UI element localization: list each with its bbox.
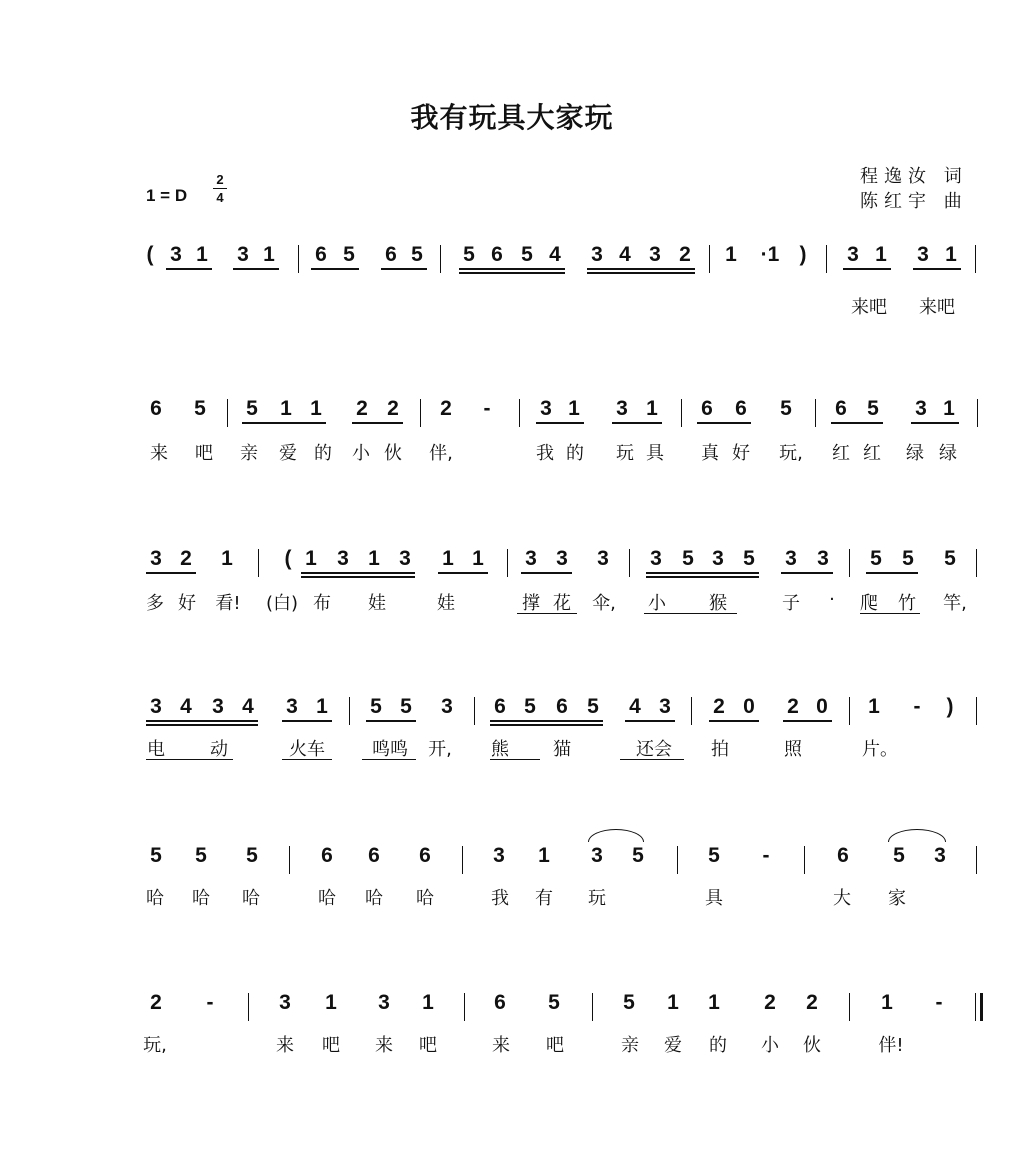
note: 6	[494, 695, 506, 718]
note: 6	[837, 844, 849, 867]
beam-underline	[911, 422, 959, 424]
lyric: 爱	[279, 443, 297, 464]
notation-row-4	[0, 695, 1024, 729]
barline	[976, 697, 977, 725]
lyric: 猫	[553, 739, 571, 760]
lyric: 小	[648, 593, 666, 614]
lyric: 我	[536, 443, 554, 464]
note: 5	[780, 397, 792, 420]
lyric: 伙	[803, 1035, 821, 1056]
note: 4	[629, 695, 641, 718]
lyric: 还会	[636, 739, 672, 760]
lyric: 照	[784, 739, 802, 760]
beam-underline	[521, 572, 572, 574]
note: 5	[682, 547, 694, 570]
meter-top: 2	[216, 172, 224, 187]
lyric: 娃	[437, 593, 455, 614]
note: 3	[847, 243, 859, 266]
beam-underline	[587, 272, 695, 274]
note: 6	[491, 243, 503, 266]
note: 4	[180, 695, 192, 718]
note: 5	[463, 243, 475, 266]
note: 3	[493, 844, 505, 867]
beam-underline	[166, 268, 212, 270]
beam-underline	[146, 724, 258, 726]
note: 1	[725, 243, 737, 266]
final-barline	[975, 993, 983, 1021]
beam-underline	[233, 268, 279, 270]
lyric: 亲	[621, 1035, 639, 1056]
notation-row-3	[0, 547, 1024, 581]
lyric: 玩,	[143, 1035, 167, 1056]
lyric: 玩,	[779, 443, 803, 464]
lyric: 来	[492, 1035, 510, 1056]
note: -	[935, 991, 943, 1014]
beam-underline	[625, 720, 675, 722]
barline	[849, 549, 850, 577]
barline	[298, 245, 299, 273]
beam-underline	[697, 422, 751, 424]
lyric: 我	[491, 888, 509, 909]
note: 3	[150, 695, 162, 718]
note: 6	[494, 991, 506, 1014]
beam-underline	[459, 268, 565, 270]
lyric: 子	[782, 593, 800, 614]
note: 5	[343, 243, 355, 266]
note: 4	[242, 695, 254, 718]
lyric: 具	[646, 443, 664, 464]
note: 1	[568, 397, 580, 420]
lyric: 来吧	[851, 297, 887, 318]
note: 5	[632, 844, 644, 867]
lyric: 火车	[289, 739, 325, 760]
lyric: 吧	[546, 1035, 564, 1056]
lyric: 大	[833, 888, 851, 909]
note: 5	[194, 397, 206, 420]
lyric: 电	[147, 739, 165, 760]
lyric-underline	[490, 759, 540, 760]
lyric: 哈	[416, 888, 434, 909]
note: -	[206, 991, 214, 1014]
lyric: 吧	[322, 1035, 340, 1056]
barline	[826, 245, 827, 273]
lyric: 哈	[192, 888, 210, 909]
beam-underline	[146, 720, 258, 722]
note: 3	[817, 547, 829, 570]
note: 6	[385, 243, 397, 266]
lyric: (白)	[265, 593, 299, 614]
lyric-underline	[146, 759, 233, 760]
song-title: 我有玩具大家玩	[410, 101, 614, 134]
beam-underline	[536, 422, 584, 424]
barline	[691, 697, 692, 725]
note: 5	[246, 397, 258, 420]
beam-underline	[913, 268, 961, 270]
note: 3	[150, 547, 162, 570]
barline	[804, 846, 805, 874]
note: 3	[237, 243, 249, 266]
beam-underline	[866, 572, 918, 574]
lyric: 哈	[318, 888, 336, 909]
note: 2	[387, 397, 399, 420]
lyric: 哈	[242, 888, 260, 909]
beam-underline	[438, 572, 488, 574]
note: 5	[548, 991, 560, 1014]
beam-underline	[490, 724, 603, 726]
beam-underline	[646, 572, 759, 574]
lyric: 哈	[365, 888, 383, 909]
lyric: 布	[313, 593, 331, 614]
barline	[677, 846, 678, 874]
note: 2	[806, 991, 818, 1014]
beam-underline	[242, 422, 326, 424]
note: ·1	[760, 243, 780, 266]
lyric: 拍	[711, 739, 729, 760]
note: 3	[650, 547, 662, 570]
note: 1	[325, 991, 337, 1014]
note: 3	[441, 695, 453, 718]
note: 5	[587, 695, 599, 718]
note: 3	[525, 547, 537, 570]
note: 1	[422, 991, 434, 1014]
lyric: 开,	[428, 739, 452, 760]
note: 3	[712, 547, 724, 570]
note: 5	[893, 844, 905, 867]
lyric-underline	[282, 759, 332, 760]
note: -	[483, 397, 491, 420]
notation-row-5	[0, 844, 1024, 878]
note: 3	[170, 243, 182, 266]
barline	[420, 399, 421, 427]
note: 6	[419, 844, 431, 867]
note: 3	[591, 844, 603, 867]
lyric: 来	[150, 443, 168, 464]
lyric: 好	[732, 443, 750, 464]
note: 4	[619, 243, 631, 266]
note: (	[146, 243, 154, 266]
note: 3	[212, 695, 224, 718]
barline	[462, 846, 463, 874]
note: 0	[816, 695, 828, 718]
note: 2	[787, 695, 799, 718]
note: 1	[943, 397, 955, 420]
note: 1	[472, 547, 484, 570]
barline	[975, 245, 976, 273]
note: 3	[279, 991, 291, 1014]
note: 3	[659, 695, 671, 718]
note: 6	[835, 397, 847, 420]
note: 5	[521, 243, 533, 266]
lyric: 花	[553, 593, 571, 614]
slur	[888, 829, 946, 842]
lyric-underline	[620, 759, 684, 760]
beam-underline	[709, 720, 759, 722]
note: 1	[263, 243, 275, 266]
lyric: 爱	[664, 1035, 682, 1056]
note: 5	[944, 547, 956, 570]
note: 5	[411, 243, 423, 266]
note: 6	[315, 243, 327, 266]
barline	[709, 245, 710, 273]
lyric: ·	[829, 589, 835, 610]
lyric: 来	[276, 1035, 294, 1056]
note: 6	[368, 844, 380, 867]
lyric: 来吧	[919, 297, 955, 318]
note: 3	[378, 991, 390, 1014]
note: 1	[945, 243, 957, 266]
barline	[977, 399, 978, 427]
lyric: 真	[701, 443, 719, 464]
note: 5	[708, 844, 720, 867]
note: 1	[875, 243, 887, 266]
note: 1	[868, 695, 880, 718]
barline	[349, 697, 350, 725]
barline	[507, 549, 508, 577]
key-signature: 1 = D	[146, 186, 188, 205]
barline	[464, 993, 465, 1021]
lyric: 竹	[898, 593, 916, 614]
note: 2	[440, 397, 452, 420]
beam-underline	[352, 422, 403, 424]
lyric: 来	[375, 1035, 393, 1056]
beam-underline	[612, 422, 662, 424]
barline	[248, 993, 249, 1021]
note: 1	[196, 243, 208, 266]
beam-underline	[146, 572, 196, 574]
note: 6	[556, 695, 568, 718]
barline	[815, 399, 816, 427]
note: 1	[305, 547, 317, 570]
note: 3	[616, 397, 628, 420]
note: 5	[524, 695, 536, 718]
note: )	[946, 695, 954, 718]
lyric: 撑	[522, 593, 540, 614]
note: 1	[316, 695, 328, 718]
note: 3	[540, 397, 552, 420]
lyric: 家	[888, 888, 906, 909]
barline	[592, 993, 593, 1021]
barline	[681, 399, 682, 427]
lyric: 伙	[384, 443, 402, 464]
lyricist-credit: 程逸汝 词	[860, 166, 968, 187]
note: 5	[246, 844, 258, 867]
beam-underline	[459, 272, 565, 274]
lyric: 动	[210, 739, 228, 760]
beam-underline	[587, 268, 695, 270]
barline	[976, 549, 977, 577]
barline	[976, 846, 977, 874]
note: 3	[399, 547, 411, 570]
lyric: 玩	[588, 888, 606, 909]
note: -	[762, 844, 770, 867]
note: 2	[356, 397, 368, 420]
notation-row-6	[0, 991, 1024, 1025]
lyric: 的	[709, 1035, 727, 1056]
note: 1	[667, 991, 679, 1014]
lyric-underline	[644, 613, 737, 614]
lyric-underline	[362, 759, 416, 760]
note: 3	[591, 243, 603, 266]
note: -	[913, 695, 921, 718]
note: 1	[881, 991, 893, 1014]
barline	[849, 993, 850, 1021]
note: 3	[917, 243, 929, 266]
lyric: 片。	[862, 739, 898, 760]
lyric: 竿,	[943, 593, 967, 614]
barline	[289, 846, 290, 874]
lyric: 红	[863, 443, 881, 464]
beam-underline	[282, 720, 332, 722]
note: 5	[195, 844, 207, 867]
beam-underline	[783, 720, 832, 722]
note: 2	[713, 695, 725, 718]
lyric: 小	[761, 1035, 779, 1056]
lyric: 的	[566, 443, 584, 464]
note: 1	[646, 397, 658, 420]
lyric: 吧	[419, 1035, 437, 1056]
barline	[440, 245, 441, 273]
notation-row-1	[0, 243, 1024, 277]
lyric-underline	[860, 613, 920, 614]
lyric: 有	[535, 888, 553, 909]
note: 3	[915, 397, 927, 420]
note: 3	[934, 844, 946, 867]
lyric: 爬	[860, 593, 878, 614]
note: (	[284, 547, 292, 570]
beam-underline	[490, 720, 603, 722]
barline	[227, 399, 228, 427]
note: 1	[708, 991, 720, 1014]
lyric: 哈	[146, 888, 164, 909]
note: 6	[150, 397, 162, 420]
barline	[519, 399, 520, 427]
note: 1	[368, 547, 380, 570]
lyric: 伴,	[429, 443, 453, 464]
note: 3	[597, 547, 609, 570]
note: 6	[701, 397, 713, 420]
note: 5	[743, 547, 755, 570]
slur	[588, 829, 644, 842]
note: 5	[902, 547, 914, 570]
lyric: 具	[705, 888, 723, 909]
lyric: 小	[352, 443, 370, 464]
beam-underline	[831, 422, 883, 424]
note: 3	[337, 547, 349, 570]
lyric: 娃	[368, 593, 386, 614]
lyric: 的	[314, 443, 332, 464]
beam-underline	[381, 268, 427, 270]
note: 4	[549, 243, 561, 266]
lyric: 鸣鸣	[372, 739, 408, 760]
note: 5	[370, 695, 382, 718]
note: 6	[735, 397, 747, 420]
beam-underline	[311, 268, 359, 270]
beam-underline	[646, 576, 759, 578]
lyric: 亲	[240, 443, 258, 464]
lyric: 看!	[215, 593, 241, 614]
lyric-underline	[517, 613, 577, 614]
composer-credit: 陈红宇 曲	[860, 191, 968, 212]
note: 5	[870, 547, 882, 570]
beam-underline	[301, 576, 415, 578]
beam-underline	[843, 268, 891, 270]
lyric: 熊	[491, 739, 509, 760]
lyric: 伞,	[592, 593, 616, 614]
beam-underline	[781, 572, 833, 574]
note: 1	[221, 547, 233, 570]
barline	[474, 697, 475, 725]
note: 5	[400, 695, 412, 718]
note: 6	[321, 844, 333, 867]
note: 2	[180, 547, 192, 570]
beam-underline	[366, 720, 416, 722]
lyric: 玩	[616, 443, 634, 464]
barline	[849, 697, 850, 725]
time-signature	[213, 172, 227, 205]
barline	[258, 549, 259, 577]
note: 1	[538, 844, 550, 867]
note: 5	[623, 991, 635, 1014]
note: 2	[150, 991, 162, 1014]
note: )	[799, 243, 807, 266]
lyric: 伴!	[878, 1035, 904, 1056]
lyric: 绿	[939, 443, 957, 464]
note: 0	[743, 695, 755, 718]
meter-bottom: 4	[216, 190, 224, 205]
note: 3	[286, 695, 298, 718]
lyric: 吧	[195, 443, 213, 464]
lyric: 多	[146, 593, 164, 614]
note: 1	[280, 397, 292, 420]
note: 2	[679, 243, 691, 266]
lyric: 猴	[709, 593, 727, 614]
notation-row-2	[0, 397, 1024, 431]
barline	[629, 549, 630, 577]
note: 1	[442, 547, 454, 570]
note: 2	[764, 991, 776, 1014]
note: 3	[785, 547, 797, 570]
beam-underline	[301, 572, 415, 574]
note: 5	[150, 844, 162, 867]
lyric: 红	[832, 443, 850, 464]
note: 3	[556, 547, 568, 570]
note: 3	[649, 243, 661, 266]
note: 1	[310, 397, 322, 420]
lyric: 好	[178, 593, 196, 614]
note: 5	[867, 397, 879, 420]
lyric: 绿	[906, 443, 924, 464]
